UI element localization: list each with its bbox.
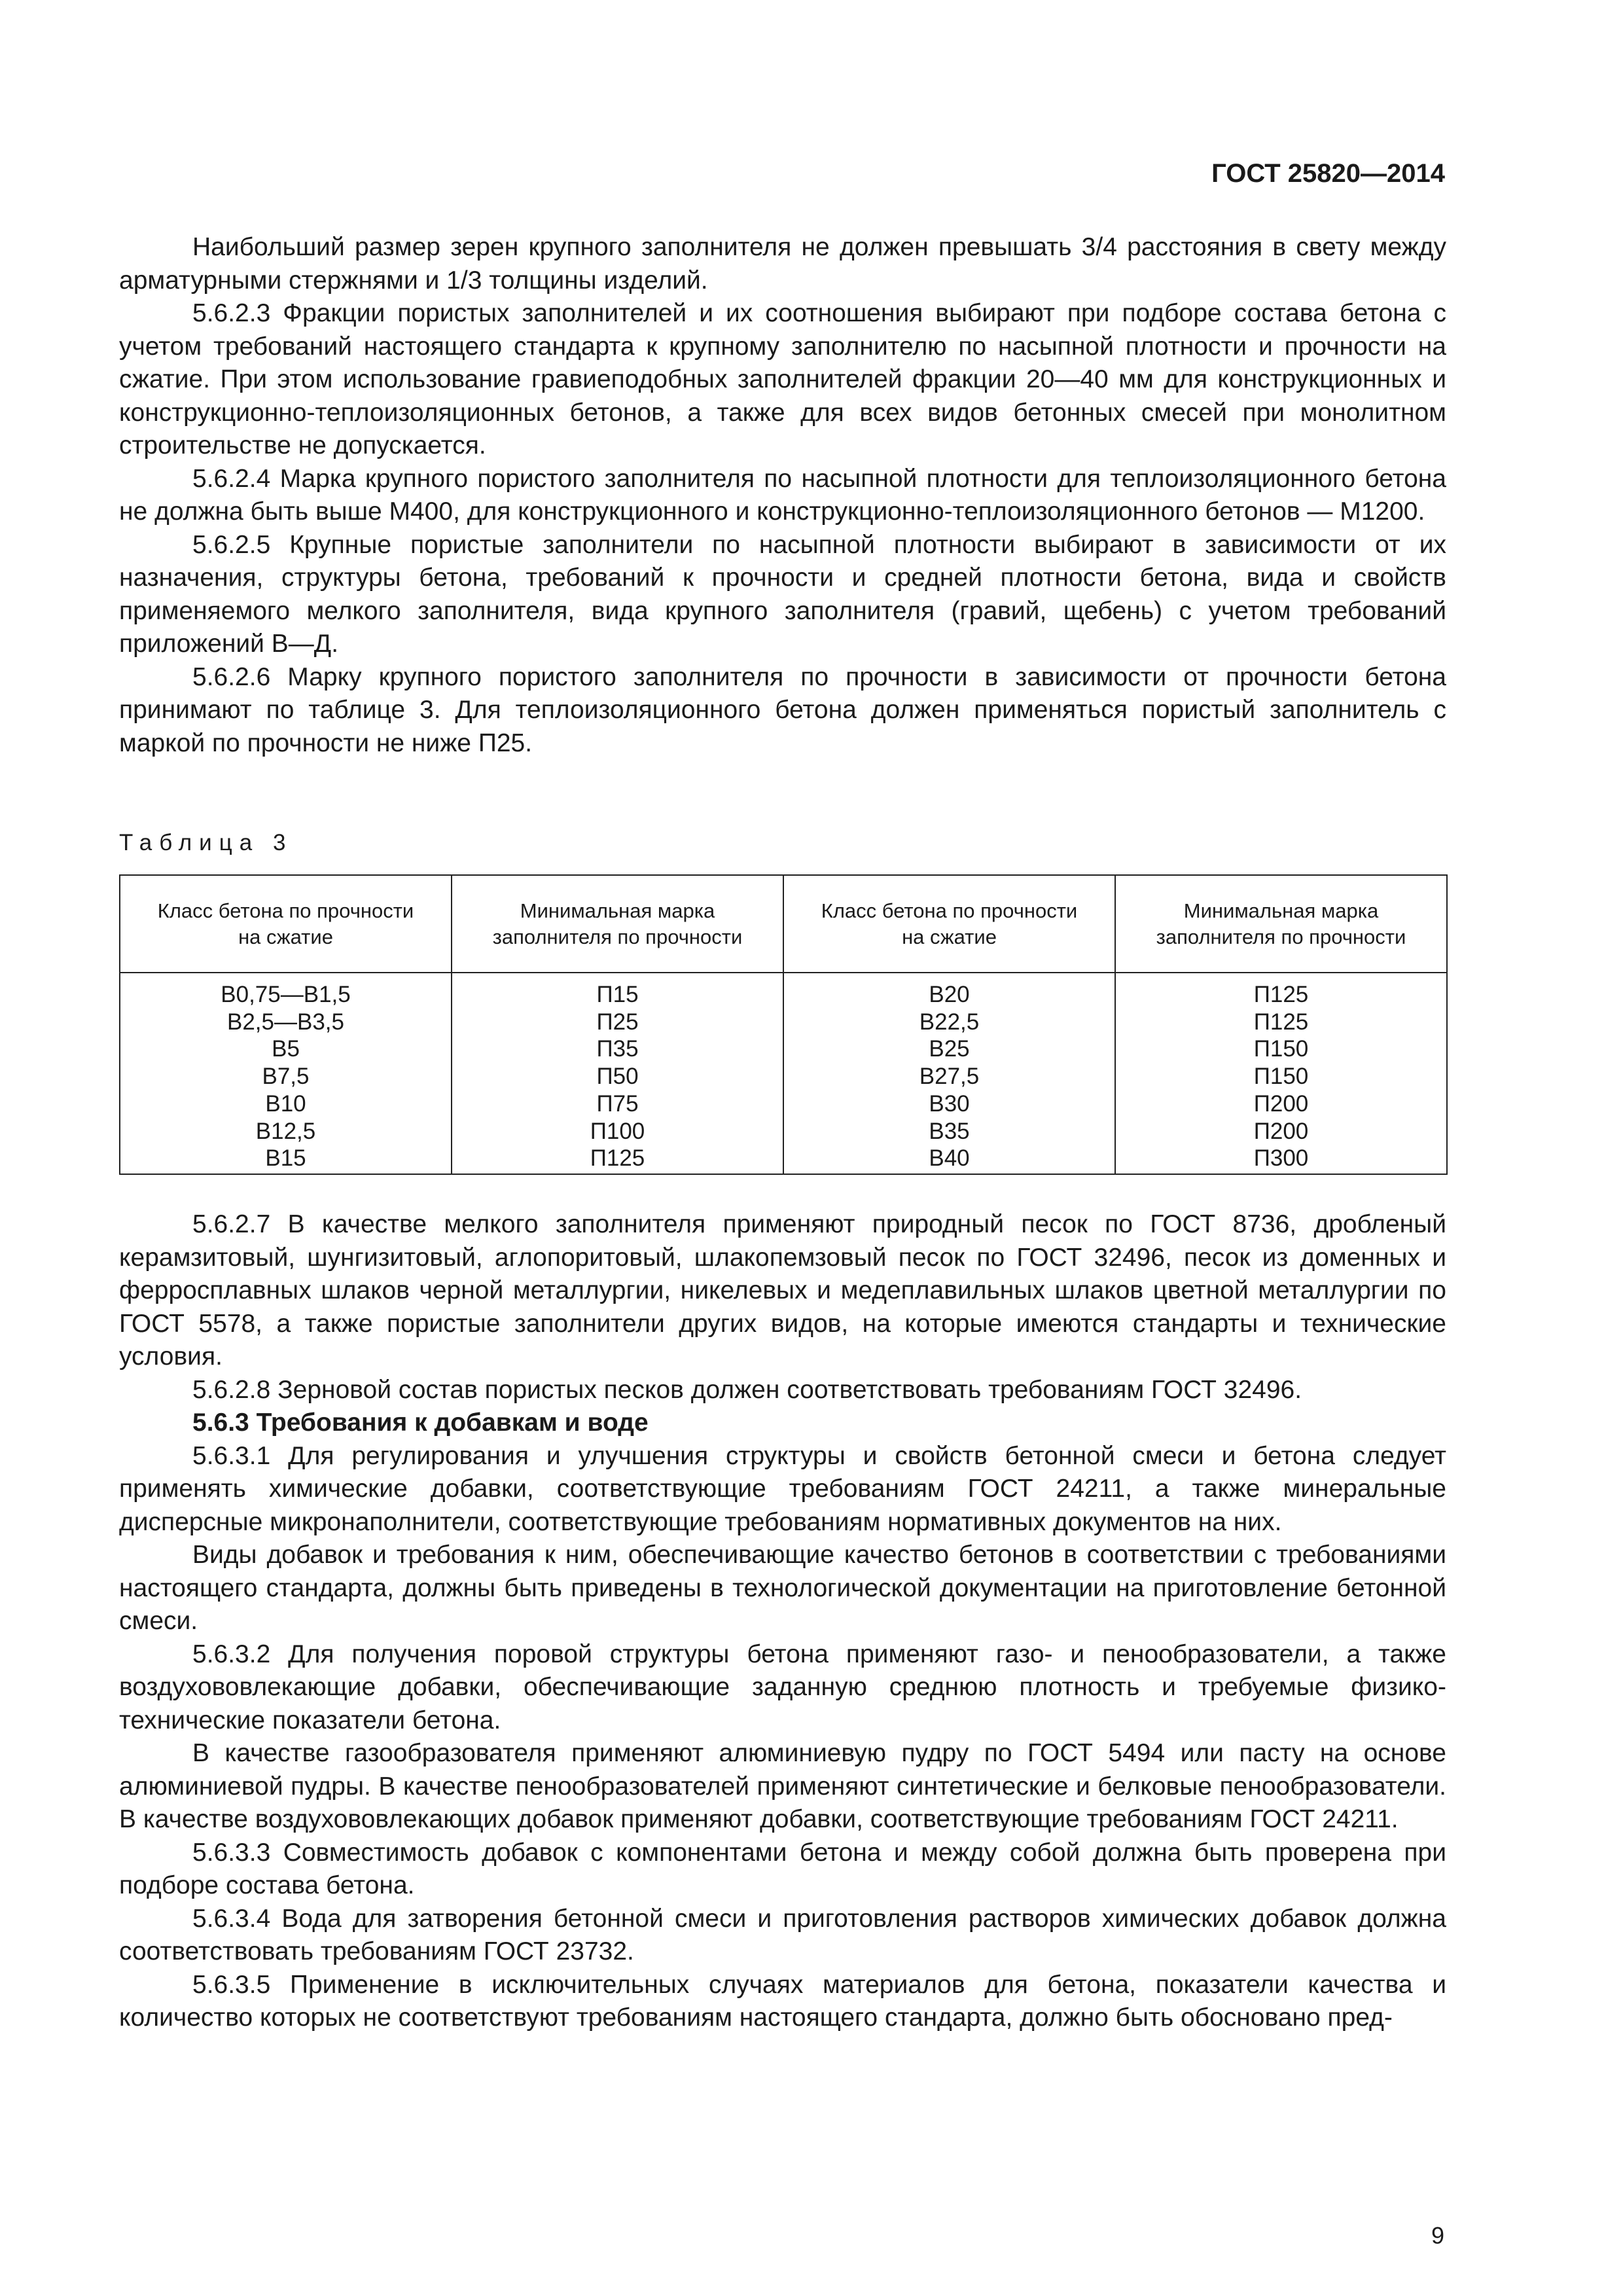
paragraph: 5.6.3.1 Для регулирования и улучшения структуры и свойств бетонной смеси и бетона следует применять химические добавки, соответствующие требованиям ГОСТ 24211, а также минеральные дисперсные микронаполнители, соответствующие требованиям нормативных документов на них. — [119, 1441, 1446, 1536]
table-cell-value: П125 — [1253, 982, 1309, 1007]
table-header-cell — [120, 875, 452, 973]
table-cell-value: В30 — [929, 1090, 970, 1117]
table-cell-value: П200 — [1253, 1090, 1309, 1117]
table-cell-value: В25 — [929, 1036, 970, 1062]
table-cell-value: П125 — [1253, 1009, 1309, 1035]
paragraph: 5.6.3.4 Вода для затворения бетонной смеси и приготовления растворов химических добавок должна соответствовать требованиям ГОСТ 23732. — [119, 1904, 1446, 1965]
table-cell-value: П150 — [1253, 1064, 1309, 1090]
paragraph: 5.6.2.8 Зерновой состав пористых песков должен соответствовать требованиям ГОСТ 32496. — [192, 1375, 1302, 1404]
table-cell-value: В5 — [272, 1036, 300, 1062]
table-cell-value: П300 — [1253, 1145, 1309, 1172]
table-cell-value: В20 — [929, 982, 970, 1007]
table-header-cell — [783, 875, 1115, 973]
section-heading: 5.6.3 Требования к добавкам и воде — [192, 1408, 649, 1437]
table-cell-value: В35 — [929, 1118, 970, 1144]
paragraph: 5.6.3.5 Применение в исключительных случаях материалов для бетона, показатели качества и количество которых не соответствуют требованиям настоящего стандарта, должно быть обосновано пред- — [119, 1970, 1446, 2032]
table-cell-value: П15 — [596, 982, 639, 1007]
table-caption: Таблица 3 — [119, 830, 293, 855]
header-line: Класс бетона по прочности — [821, 899, 1078, 922]
paragraph: 5.6.3.3 Совместимость добавок с компонентами бетона и между собой должна быть проверена при подборе состава бетона. — [119, 1838, 1446, 1899]
standard-code-header: ГОСТ 25820—2014 — [1211, 159, 1445, 188]
header-line: Минимальная марка — [520, 899, 715, 922]
table-body-row — [120, 973, 1447, 1174]
table-cell-value: В0,75—В1,5 — [221, 982, 351, 1007]
header-line: заполнителя по прочности — [1156, 925, 1406, 948]
header-line: Класс бетона по прочности — [157, 899, 414, 922]
table-header-cell — [1115, 875, 1447, 973]
paragraph: Виды добавок и требования к ним, обеспечивающие качество бетонов в соответствии с требованиями настоящего стандарта, должны быть приведены в технологической документации на приготовление бетонной смеси. — [119, 1541, 1446, 1635]
header-line: Минимальная марка — [1183, 899, 1379, 922]
header-line: на сжатие — [238, 925, 333, 948]
table-cell-value: В10 — [265, 1090, 306, 1117]
table-cell-value: В2,5—В3,5 — [227, 1009, 344, 1035]
paragraph: 5.6.2.6 Марку крупного пористого заполнителя по прочности в зависимости от прочности бетона принимают по таблице 3. Для теплоизоляционного бетона должен применяться пористый заполнитель с маркой по прочности не ниже П25. — [119, 662, 1446, 757]
paragraph: 5.6.2.5 Крупные пористые заполнители по насыпной плотности выбирают в зависимости от их назначения, структуры бетона, требований к прочности и средней плотности бетона, вида и свойств применяемого мелкого заполнителя, вида крупного заполнителя (гравий, щебень) с учетом требований приложений В—Д. — [119, 530, 1446, 658]
table-column-concrete-class-2 — [783, 973, 1115, 1174]
table-header-row — [120, 875, 1447, 973]
table-cell-value: В7,5 — [262, 1064, 310, 1090]
paragraph: 5.6.2.3 Фракции пористых заполнителей и их соотношения выбирают при подборе состава бетона с учетом требований настоящего стандарта к крупному заполнителю по насыпной плотности и прочности на сжатие. При этом использование гравиеподобных заполнителей фракции 20—40 мм для конструкционных и конструкционно-теплоизоляционных бетонов, а также для всех видов бетонных смесей при монолитном строительстве не допускается. — [119, 299, 1446, 459]
paragraph: 5.6.3.2 Для получения поровой структуры бетона применяют газо- и пенообразователи, а также воздухововлекающие добавки, обеспечивающие заданную среднюю плотность и требуемые физико-технические показатели бетона. — [119, 1640, 1446, 1734]
table-cell-value: В22,5 — [919, 1009, 980, 1035]
table-cell-value: В15 — [265, 1145, 306, 1172]
page-number: 9 — [1431, 2222, 1444, 2249]
paragraph: 5.6.2.4 Марка крупного пористого заполнителя по насыпной плотности для теплоизоляционного бетона не должна быть выше М400, для конструкционного и конструкционно-теплоизоляционного бетонов — М1200. — [119, 464, 1446, 526]
paragraph: В качестве газообразователя применяют алюминиевую пудру по ГОСТ 5494 или пасту на основе алюминиевой пудры. В качестве пенообразователей применяют синтетические и белковые пенообразователи. В качестве воздухововлекающих добавок применяют добавки, соответствующие требованиям ГОСТ 24211. — [119, 1739, 1446, 1833]
table-column-aggregate-grade-2 — [1115, 973, 1447, 1174]
table-cell-value: В27,5 — [919, 1064, 980, 1090]
table-cell-value: П100 — [590, 1118, 645, 1144]
table-header-cell — [452, 875, 783, 973]
table-column-concrete-class-1 — [120, 973, 452, 1174]
header-line: на сжатие — [902, 925, 997, 948]
table-cell-value: В40 — [929, 1145, 970, 1172]
table-cell-value: П150 — [1253, 1036, 1309, 1062]
table-column-aggregate-grade-1 — [452, 973, 783, 1174]
table-cell-value: П75 — [596, 1090, 639, 1117]
table-cell-value: П25 — [596, 1009, 639, 1035]
table-cell-value: П200 — [1253, 1118, 1309, 1144]
header-line: заполнителя по прочности — [492, 925, 743, 948]
table-cell-value: П35 — [596, 1036, 639, 1062]
text-block-bottom — [119, 1208, 1446, 2035]
table-cell-value: П125 — [590, 1145, 645, 1172]
text-block-top — [119, 231, 1446, 760]
table-cell-value: В12,5 — [255, 1118, 316, 1144]
paragraph: Наибольший размер зерен крупного заполнителя не должен превышать 3/4 расстояния в свету между арматурными стержнями и 1/3 толщины изделий. — [119, 233, 1446, 295]
table-cell-value: П50 — [596, 1064, 639, 1090]
paragraph: 5.6.2.7 В качестве мелкого заполнителя применяют природный песок по ГОСТ 8736, дробленый керамзитовый, шунгизитовый, аглопоритовый, шлакопемзовый песок по ГОСТ 32496, песок из доменных и ферросплавных шлаков черной металлургии, никелевых и медеплавильных шлаков цветной металлургии по ГОСТ 5578, а также пористые заполнители других видов, на которые имеются стандарты и технические условия. — [119, 1210, 1446, 1371]
table-3 — [119, 874, 1448, 1175]
